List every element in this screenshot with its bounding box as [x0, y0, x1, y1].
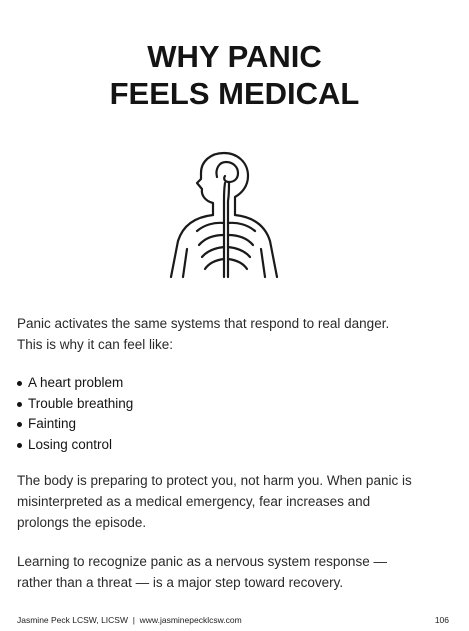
paragraph-line: prolongs the episode. [17, 515, 147, 530]
title-line-2: FEELS MEDICAL [109, 76, 360, 111]
list-item [17, 435, 133, 456]
list-item [17, 414, 133, 435]
footer-author: Jasmine Peck LCSW, LICSW | www.jasminepecklcsw.com [17, 615, 242, 625]
list-item-label: Trouble breathing [28, 395, 134, 411]
intro-text [17, 313, 447, 355]
bullet-dot-icon [17, 402, 22, 407]
list-item [17, 394, 133, 415]
intro-line-1: Panic activates the same systems that respond to real danger. [17, 316, 390, 331]
paragraph-line: misinterpreted as a medical emergency, fear increases and [17, 494, 371, 509]
page-title [0, 38, 469, 112]
page-number: 106 [434, 615, 449, 625]
symptom-list [17, 373, 133, 455]
list-item-label: Losing control [28, 436, 113, 452]
list-item [17, 373, 133, 394]
title-line-1: WHY PANIC [147, 39, 322, 74]
list-item-label: A heart problem [28, 375, 124, 390]
bullet-dot-icon [17, 443, 22, 448]
paragraph-line: Learning to recognize panic as a nervous system response — [17, 554, 387, 569]
bullet-dot-icon [17, 422, 22, 427]
recovery-paragraph [17, 551, 449, 593]
bullet-dot-icon [17, 381, 22, 386]
paragraph-line: The body is preparing to protect you, not harm you. When panic is [17, 473, 412, 488]
intro-line-2: This is why it can feel like: [17, 337, 174, 352]
nervous-system-icon [161, 149, 285, 283]
list-item-label: Fainting [28, 416, 77, 431]
paragraph-line: rather than a threat — is a major step toward recovery. [17, 575, 344, 590]
explanation-paragraph [17, 470, 449, 533]
